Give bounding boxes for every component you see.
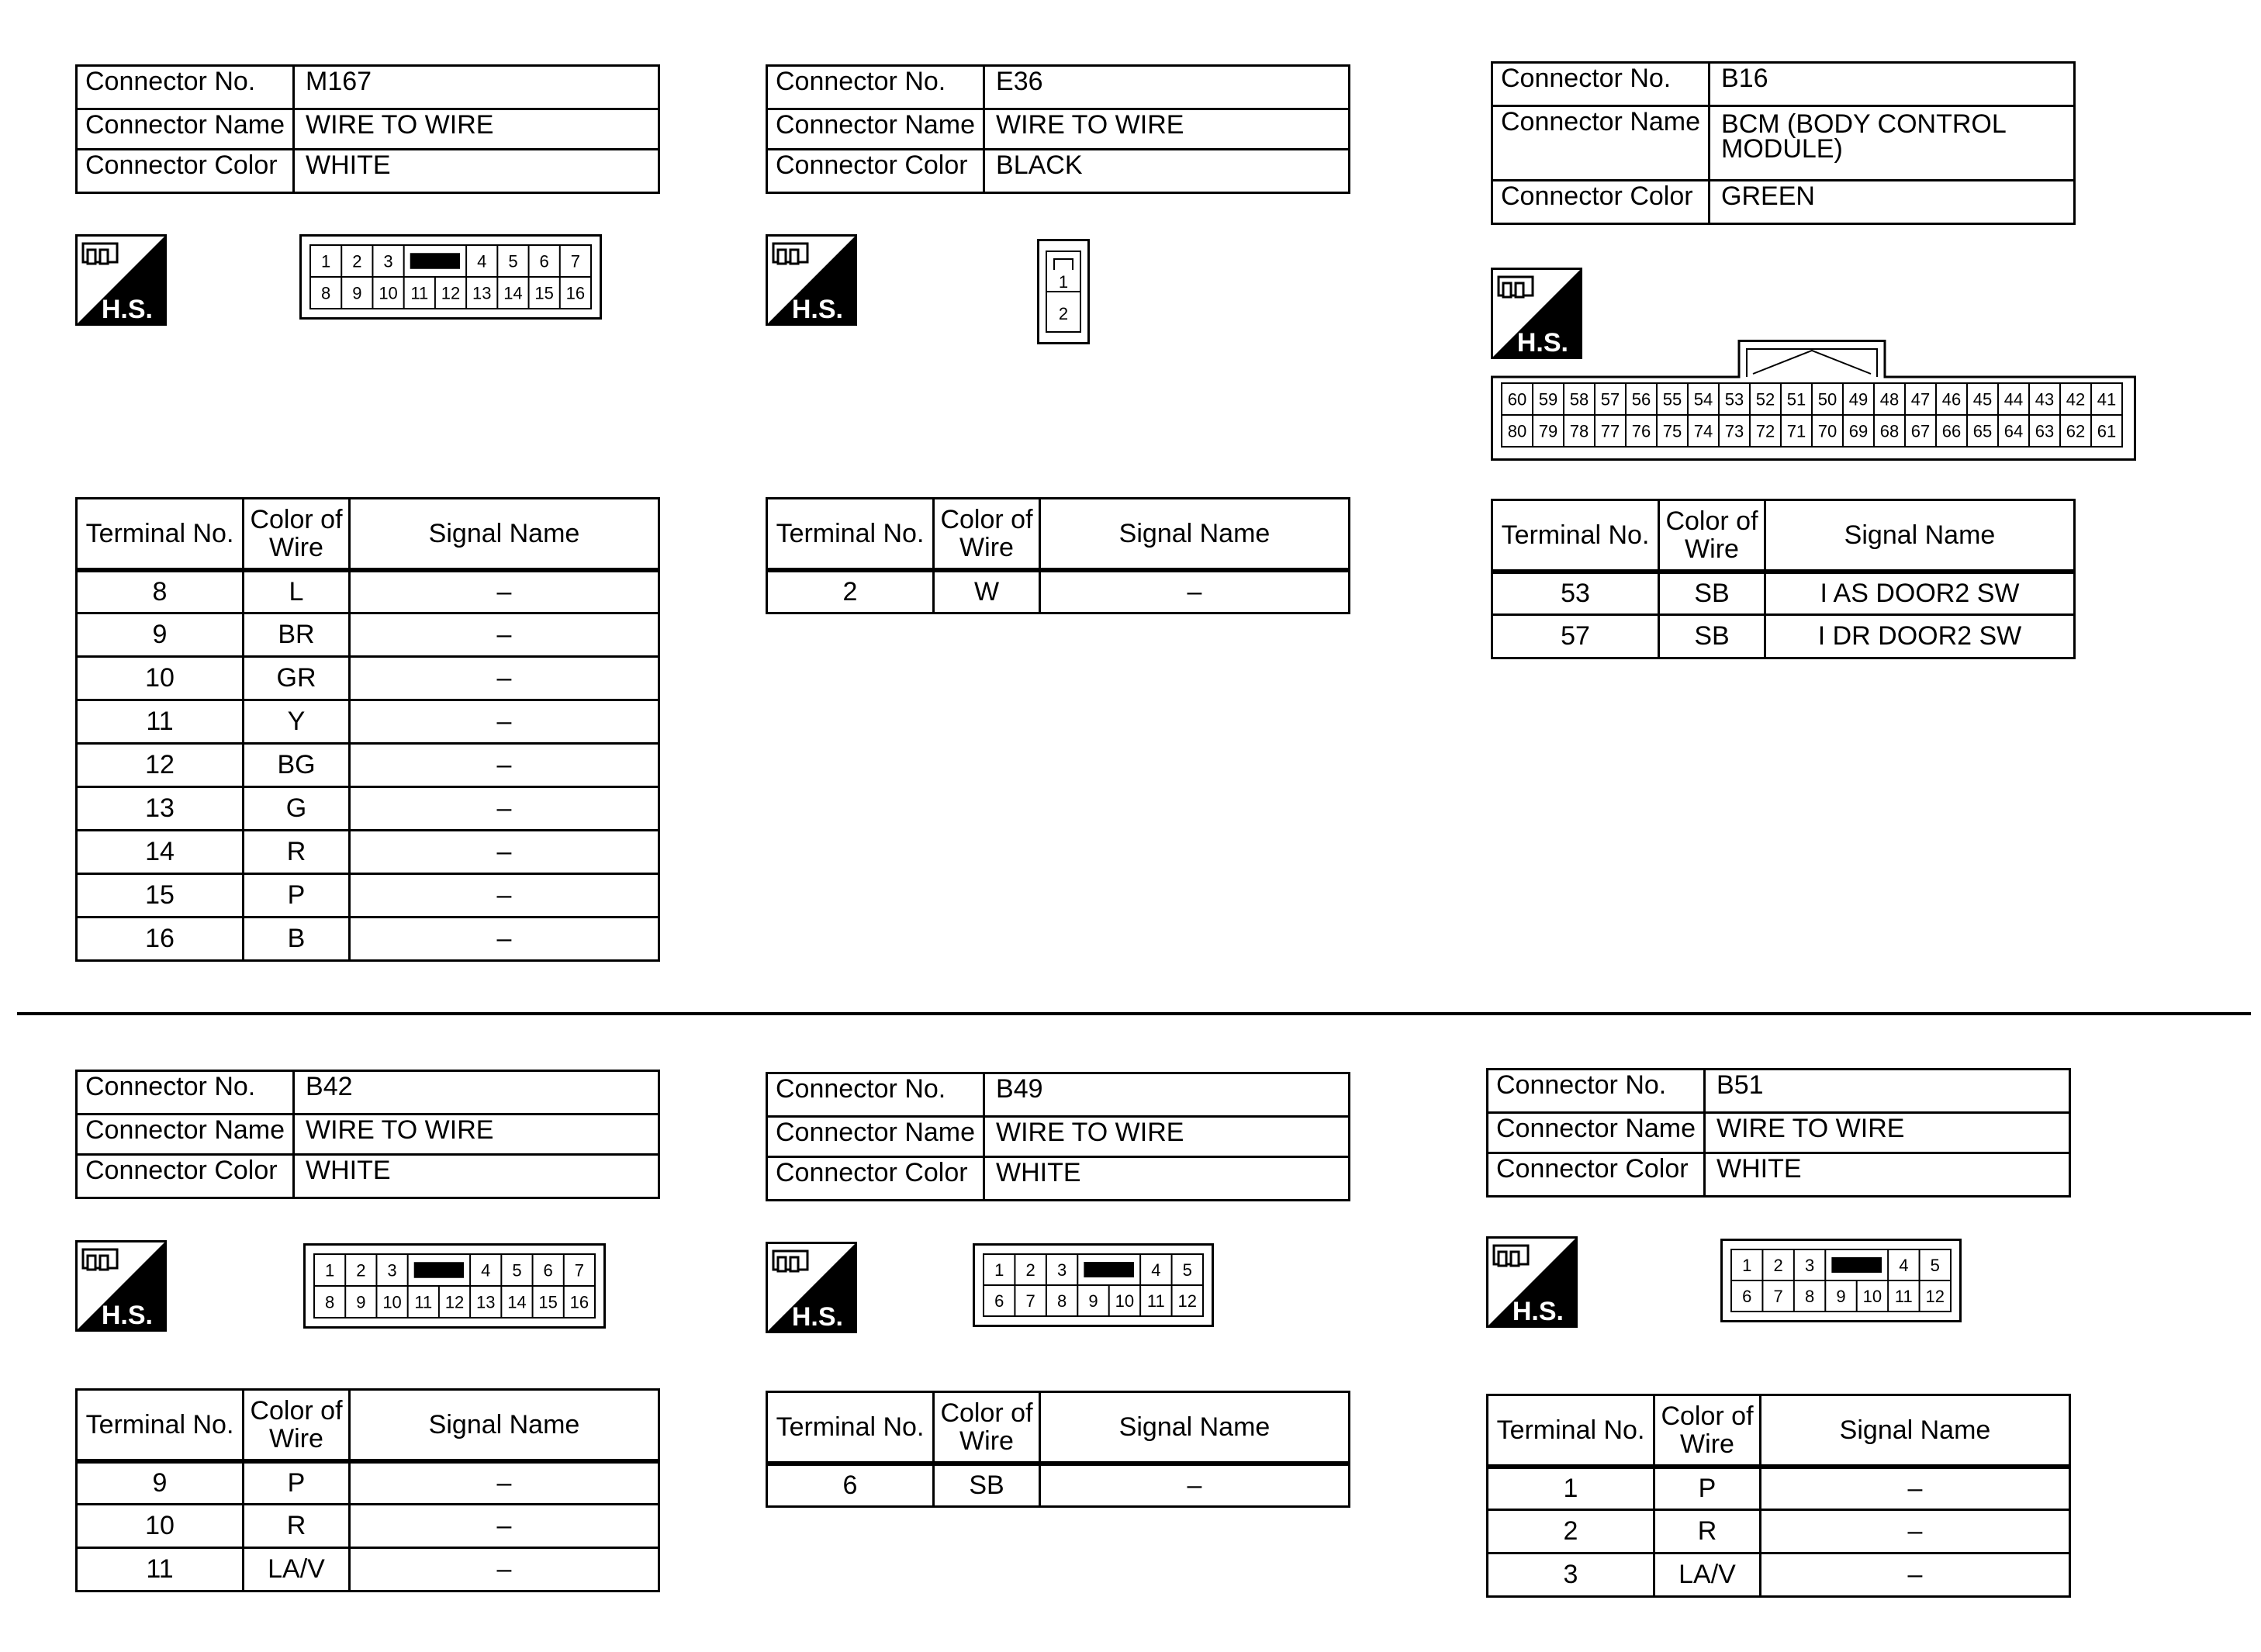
- connector-info-table: [1486, 1068, 2071, 1198]
- pin-label: 11: [410, 283, 429, 303]
- hs-label: H.S.: [101, 295, 153, 324]
- terminal-no-cell: 11: [77, 1548, 244, 1592]
- connector-color-label: Connector Color: [767, 1157, 984, 1201]
- harness-side-icon: [75, 1240, 167, 1332]
- harness-side-icon: [1486, 1236, 1578, 1328]
- pin-label: 6: [1742, 1287, 1752, 1306]
- pin-label: 8: [324, 1292, 335, 1312]
- pin-label: 56: [1631, 389, 1651, 410]
- connector-name-label: Connector Name: [77, 1115, 294, 1155]
- wire-color-cell: SB: [1659, 572, 1765, 615]
- wire-color-cell: GR: [244, 657, 350, 700]
- pin-label: 9: [352, 283, 362, 303]
- pin-label: 80: [1507, 421, 1527, 441]
- connector-no-label: Connector No.: [767, 1073, 984, 1117]
- pin-label: 79: [1538, 421, 1558, 441]
- pin-label: 2: [356, 1260, 366, 1280]
- terminal-no-cell: 10: [77, 657, 244, 700]
- connector-name-value: WIRE TO WIRE: [1705, 1113, 2070, 1153]
- pin-label: 49: [1848, 389, 1869, 410]
- pin-label: 44: [2003, 389, 2024, 410]
- pin-label: 65: [1972, 421, 1993, 441]
- terminal-no-cell: 8: [77, 570, 244, 613]
- connector-name-label: Connector Name: [767, 1117, 984, 1157]
- terminal-rows: [77, 570, 659, 961]
- wire-color-cell: R: [244, 831, 350, 874]
- connector-name-value: WIRE TO WIRE: [984, 1117, 1350, 1157]
- terminal-rows: [77, 1461, 659, 1592]
- signal-name-header: Signal Name: [350, 499, 659, 570]
- wire-color-header: Color of Wire: [1654, 1395, 1761, 1467]
- pin-label: 7: [574, 1260, 585, 1280]
- pin-label: 14: [503, 283, 523, 303]
- pin-label: 10: [1862, 1287, 1882, 1306]
- pin-label: 7: [570, 251, 581, 271]
- pin-label: 9: [1088, 1291, 1098, 1311]
- signal-name-cell: –: [350, 1505, 659, 1548]
- pin-label: 4: [1899, 1256, 1909, 1275]
- connector-name-value: BCM (BODY CONTROL MODULE): [1710, 106, 2075, 181]
- pin-label: 16: [569, 1292, 589, 1312]
- terminal-row: [1488, 1510, 2070, 1554]
- connector-color-label: Connector Color: [77, 1155, 294, 1198]
- terminal-no-cell: 57: [1492, 615, 1659, 658]
- blocked-cavity: [414, 1262, 464, 1278]
- connector-color-value: WHITE: [294, 1155, 659, 1198]
- hs-label: H.S.: [101, 1301, 153, 1330]
- terminal-no-cell: 16: [77, 918, 244, 961]
- signal-name-cell: –: [350, 874, 659, 918]
- harness-side-icon: [75, 234, 167, 326]
- pin-label: 72: [1755, 421, 1775, 441]
- pin-label: 63: [2035, 421, 2055, 441]
- connector-no-value: B42: [294, 1071, 659, 1115]
- connector-face-b49: [973, 1243, 1214, 1327]
- connector-info-table: [1491, 61, 2076, 225]
- connector-name-label: Connector Name: [77, 109, 294, 150]
- pin-label: 3: [1056, 1260, 1067, 1280]
- pin-label: 55: [1662, 389, 1682, 410]
- terminal-row: [77, 744, 659, 787]
- pin-label: 48: [1879, 389, 1900, 410]
- pin-label: 73: [1724, 421, 1744, 441]
- terminal-no-cell: 1: [1488, 1467, 1654, 1510]
- terminal-no-cell: 11: [77, 700, 244, 744]
- pin-label: 3: [387, 1260, 397, 1280]
- connector-no-label: Connector No.: [77, 1071, 294, 1115]
- terminal-row: [77, 1461, 659, 1505]
- pin-label: 75: [1662, 421, 1682, 441]
- terminal-no-cell: 3: [1488, 1554, 1654, 1597]
- terminal-row: [1492, 615, 2075, 658]
- pin-label: 15: [538, 1292, 558, 1312]
- signal-name-header: Signal Name: [1040, 499, 1350, 570]
- connector-color-label: Connector Color: [77, 150, 294, 193]
- pin-label: 2: [1773, 1256, 1783, 1275]
- pin-label: 69: [1848, 421, 1869, 441]
- wire-color-cell: BG: [244, 744, 350, 787]
- wire-color-cell: P: [244, 874, 350, 918]
- pin-label: 15: [534, 283, 554, 303]
- pin-label: 71: [1786, 421, 1806, 441]
- pin-label: 45: [1972, 389, 1993, 410]
- hs-label: H.S.: [791, 1302, 843, 1332]
- connector-name-label: Connector Name: [1488, 1113, 1705, 1153]
- pin-label: 51: [1786, 389, 1806, 410]
- connector-no-label: Connector No.: [77, 66, 294, 109]
- terminal-table: [1486, 1394, 2071, 1598]
- pin-label: 66: [1941, 421, 1962, 441]
- pin-label: 6: [539, 251, 549, 271]
- signal-name-cell: –: [1761, 1467, 2070, 1510]
- connector-color-value: BLACK: [984, 150, 1350, 193]
- pin-label: 13: [472, 283, 492, 303]
- wire-color-cell: SB: [934, 1464, 1040, 1507]
- pin-label: 7: [1773, 1287, 1783, 1306]
- pin-label: 13: [475, 1292, 496, 1312]
- pin-label: 2: [1058, 304, 1069, 323]
- wire-color-cell: W: [934, 570, 1040, 613]
- pin-label: 12: [1177, 1291, 1198, 1311]
- terminal-row: [767, 1464, 1350, 1507]
- blocked-cavity: [410, 253, 460, 269]
- terminal-row: [1492, 572, 2075, 615]
- pin-label: 42: [2066, 389, 2086, 410]
- pin-label: 61: [2097, 421, 2117, 441]
- section-divider: [17, 1012, 2251, 1015]
- pin-label: 4: [481, 1260, 491, 1280]
- pin-label: 14: [507, 1292, 527, 1312]
- signal-name-cell: –: [350, 918, 659, 961]
- connector-info-table: [75, 64, 660, 194]
- pin-label: 57: [1600, 389, 1620, 410]
- pin-label: 4: [477, 251, 487, 271]
- terminal-table: [75, 1388, 660, 1592]
- terminal-rows: [1492, 572, 2075, 658]
- harness-side-icon: [766, 1242, 857, 1333]
- pin-label: 47: [1910, 389, 1931, 410]
- pin-label: 59: [1538, 389, 1558, 410]
- terminal-row: [77, 570, 659, 613]
- wire-color-cell: BR: [244, 613, 350, 657]
- connector-face-m167: [299, 234, 602, 320]
- connector-name-value: WIRE TO WIRE: [984, 109, 1350, 150]
- pin-label: 5: [508, 251, 518, 271]
- pin-label: 2: [352, 251, 362, 271]
- wire-color-cell: B: [244, 918, 350, 961]
- connector-name-value: WIRE TO WIRE: [294, 1115, 659, 1155]
- terminal-no-cell: 12: [77, 744, 244, 787]
- signal-name-cell: –: [1761, 1554, 2070, 1597]
- pin-label: 7: [1025, 1291, 1035, 1311]
- terminal-no-header: Terminal No.: [77, 499, 244, 570]
- connector-color-label: Connector Color: [1488, 1153, 1705, 1197]
- connector-color-value: WHITE: [294, 150, 659, 193]
- pin-label: 9: [356, 1292, 366, 1312]
- connector-info-table: [766, 1072, 1350, 1201]
- wire-color-header: Color of Wire: [244, 1390, 350, 1461]
- pin-label: 8: [1056, 1291, 1067, 1311]
- terminal-rows: [767, 570, 1350, 613]
- terminal-table: [766, 497, 1350, 614]
- wire-color-header: Color of Wire: [244, 499, 350, 570]
- pin-label: 12: [444, 1292, 465, 1312]
- pin-label: 76: [1631, 421, 1651, 441]
- connector-name-label: Connector Name: [1492, 106, 1710, 181]
- terminal-no-cell: 9: [77, 613, 244, 657]
- pin-label: 5: [512, 1260, 522, 1280]
- terminal-row: [77, 613, 659, 657]
- pin-label: 46: [1941, 389, 1962, 410]
- terminal-no-cell: 10: [77, 1505, 244, 1548]
- wire-color-cell: SB: [1659, 615, 1765, 658]
- pin-label: 5: [1182, 1260, 1192, 1280]
- wire-color-header: Color of Wire: [934, 1392, 1040, 1464]
- blocked-cavity: [1831, 1257, 1882, 1273]
- terminal-no-cell: 14: [77, 831, 244, 874]
- connector-color-label: Connector Color: [767, 150, 984, 193]
- pin-label: 4: [1151, 1260, 1161, 1280]
- terminal-row: [1488, 1554, 2070, 1597]
- signal-name-header: Signal Name: [1040, 1392, 1350, 1464]
- pin-label: 12: [441, 283, 461, 303]
- terminal-no-cell: 9: [77, 1461, 244, 1505]
- connector-no-value: E36: [984, 66, 1350, 109]
- pin-label: 10: [379, 283, 398, 303]
- pin-label: 74: [1693, 421, 1713, 441]
- wire-color-cell: P: [244, 1461, 350, 1505]
- terminal-row: [1488, 1467, 2070, 1510]
- terminal-row: [77, 787, 659, 831]
- wire-color-header: Color of Wire: [1659, 500, 1765, 572]
- terminal-no-cell: 13: [77, 787, 244, 831]
- signal-name-cell: I DR DOOR2 SW: [1765, 615, 2075, 658]
- terminal-no-header: Terminal No.: [767, 1392, 934, 1464]
- pin-label: 78: [1569, 421, 1589, 441]
- pin-label: 2: [1025, 1260, 1035, 1280]
- signal-name-cell: –: [350, 570, 659, 613]
- pin-label: 52: [1755, 389, 1775, 410]
- connector-no-label: Connector No.: [1488, 1070, 1705, 1113]
- connector-no-value: B49: [984, 1073, 1350, 1117]
- signal-name-cell: –: [350, 744, 659, 787]
- hs-label: H.S.: [791, 295, 843, 324]
- connector-color-value: WHITE: [984, 1157, 1350, 1201]
- connector-no-value: M167: [294, 66, 659, 109]
- signal-name-cell: –: [350, 657, 659, 700]
- connector-face-b51: [1720, 1239, 1962, 1322]
- hs-label: H.S.: [1512, 1297, 1564, 1326]
- signal-name-cell: I AS DOOR2 SW: [1765, 572, 2075, 615]
- signal-name-cell: –: [1761, 1510, 2070, 1554]
- pin-label: 11: [1894, 1287, 1913, 1306]
- connector-no-label: Connector No.: [1492, 63, 1710, 106]
- signal-name-cell: –: [1040, 570, 1350, 613]
- terminal-rows: [767, 1464, 1350, 1507]
- terminal-no-header: Terminal No.: [1492, 500, 1659, 572]
- wire-color-cell: R: [1654, 1510, 1761, 1554]
- pin-label: 1: [994, 1260, 1004, 1280]
- signal-name-cell: –: [350, 787, 659, 831]
- harness-side-icon: [766, 234, 857, 326]
- terminal-table: [1491, 499, 2076, 659]
- connector-no-value: B16: [1710, 63, 2075, 106]
- pin-label: 6: [543, 1260, 553, 1280]
- pin-label: 5: [1930, 1256, 1940, 1275]
- signal-name-header: Signal Name: [1765, 500, 2075, 572]
- connector-color-value: GREEN: [1710, 181, 2075, 224]
- hs-label: H.S.: [1516, 328, 1568, 358]
- signal-name-cell: –: [1040, 1464, 1350, 1507]
- pin-label: 60: [1507, 389, 1527, 410]
- wire-color-cell: Y: [244, 700, 350, 744]
- terminal-rows: [1488, 1467, 2070, 1597]
- pin-label: 41: [2097, 389, 2117, 410]
- terminal-row: [767, 570, 1350, 613]
- pin-label: 9: [1836, 1287, 1846, 1306]
- pin-label: 11: [1146, 1291, 1165, 1311]
- blocked-cavity: [1084, 1262, 1134, 1277]
- terminal-no-header: Terminal No.: [77, 1390, 244, 1461]
- pin-label: 68: [1879, 421, 1900, 441]
- pin-label: 11: [414, 1292, 433, 1312]
- wire-color-cell: L: [244, 570, 350, 613]
- pin-label: 8: [1804, 1287, 1815, 1306]
- pin-label: 3: [383, 251, 393, 271]
- terminal-no-header: Terminal No.: [1488, 1395, 1654, 1467]
- pin-label: 10: [382, 1292, 402, 1312]
- pin-label: 58: [1569, 389, 1589, 410]
- signal-name-header: Signal Name: [350, 1390, 659, 1461]
- connector-name-label: Connector Name: [767, 109, 984, 150]
- connector-color-label: Connector Color: [1492, 181, 1710, 224]
- terminal-no-cell: 2: [1488, 1510, 1654, 1554]
- pin-label: 50: [1817, 389, 1837, 410]
- pin-label: 1: [1742, 1256, 1752, 1275]
- pin-label: 1: [324, 1260, 335, 1280]
- signal-name-cell: –: [350, 700, 659, 744]
- terminal-no-cell: 15: [77, 874, 244, 918]
- connector-name-value: WIRE TO WIRE: [294, 109, 659, 150]
- signal-name-header: Signal Name: [1761, 1395, 2070, 1467]
- pin-label: 67: [1910, 421, 1931, 441]
- connector-face-b16: [1491, 340, 2136, 461]
- signal-name-cell: –: [350, 1461, 659, 1505]
- pin-label: 1: [320, 251, 331, 271]
- wire-color-cell: R: [244, 1505, 350, 1548]
- signal-name-cell: –: [350, 1548, 659, 1592]
- signal-name-cell: –: [350, 831, 659, 874]
- pin-label: 3: [1804, 1256, 1815, 1275]
- wire-color-cell: P: [1654, 1467, 1761, 1510]
- connector-face-e36: [1037, 239, 1090, 344]
- wire-color-cell: LA/V: [244, 1548, 350, 1592]
- wire-color-header: Color of Wire: [934, 499, 1040, 570]
- pin-label: 16: [565, 283, 586, 303]
- terminal-no-cell: 2: [767, 570, 934, 613]
- terminal-row: [77, 1505, 659, 1548]
- wire-color-cell: G: [244, 787, 350, 831]
- terminal-no-header: Terminal No.: [767, 499, 934, 570]
- pin-label: 1: [1058, 272, 1069, 292]
- terminal-no-cell: 53: [1492, 572, 1659, 615]
- pin-label: 6: [994, 1291, 1004, 1311]
- pin-label: 64: [2003, 421, 2024, 441]
- pin-label: 77: [1600, 421, 1620, 441]
- terminal-row: [77, 1548, 659, 1592]
- connector-info-table: [75, 1070, 660, 1199]
- connector-no-value: B51: [1705, 1070, 2070, 1113]
- wire-color-cell: LA/V: [1654, 1554, 1761, 1597]
- pin-label: 53: [1724, 389, 1744, 410]
- pin-label: 12: [1925, 1287, 1945, 1306]
- terminal-row: [77, 700, 659, 744]
- connector-face-b42: [303, 1243, 606, 1329]
- pin-label: 62: [2066, 421, 2086, 441]
- terminal-row: [77, 874, 659, 918]
- connector-color-value: WHITE: [1705, 1153, 2070, 1197]
- connector-no-label: Connector No.: [767, 66, 984, 109]
- pin-label: 70: [1817, 421, 1837, 441]
- pin-label: 10: [1115, 1291, 1135, 1311]
- pin-label: 43: [2035, 389, 2055, 410]
- terminal-table: [75, 497, 660, 962]
- pin-label: 54: [1693, 389, 1713, 410]
- connector-info-table: [766, 64, 1350, 194]
- signal-name-cell: –: [350, 613, 659, 657]
- terminal-table: [766, 1391, 1350, 1508]
- pin-label: 8: [320, 283, 331, 303]
- terminal-row: [77, 831, 659, 874]
- terminal-no-cell: 6: [767, 1464, 934, 1507]
- terminal-row: [77, 918, 659, 961]
- terminal-row: [77, 657, 659, 700]
